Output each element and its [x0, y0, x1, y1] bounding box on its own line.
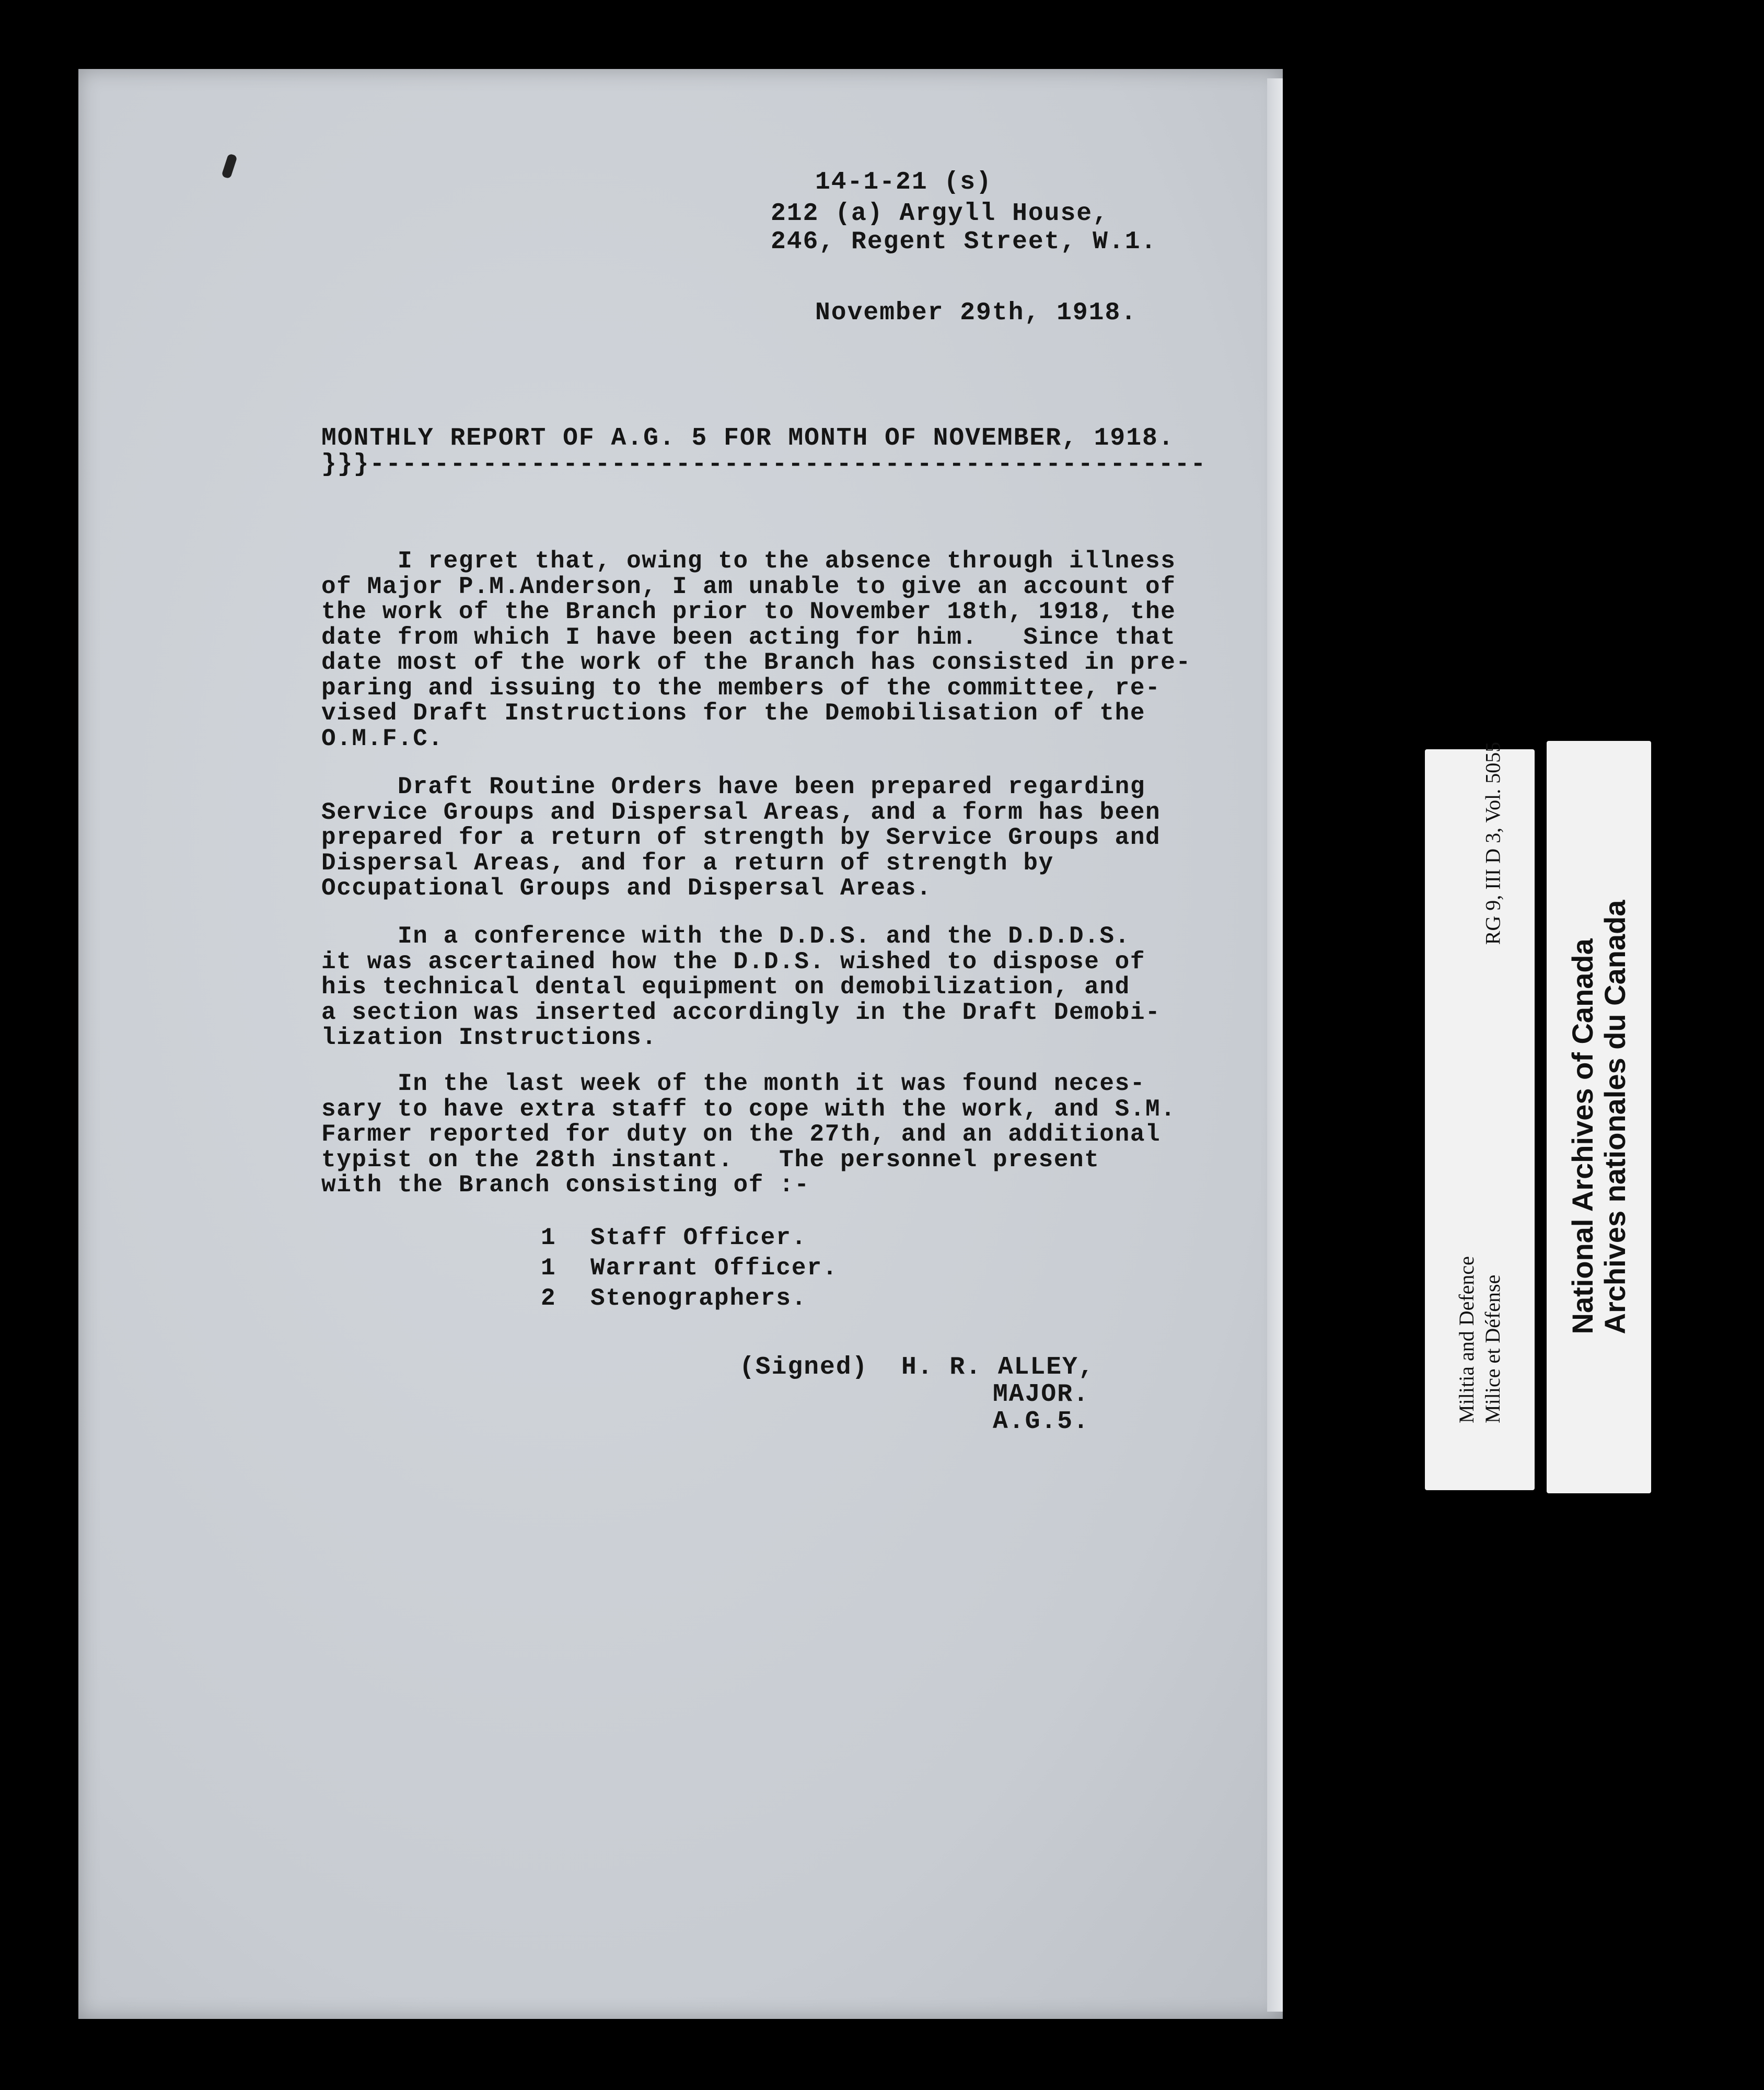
paragraph-2: Draft Routine Orders have been prepared regarding Service Groups and Dispersal Areas, and a form has been prepared for a return of strength by Service Groups and Dispersal Areas, and for a return of strength by Occupational Groups and Dispersal Areas. [321, 773, 1161, 902]
archive-name-label [1547, 741, 1651, 1493]
personnel-item [541, 1283, 838, 1314]
personnel-qty: 2 [541, 1285, 556, 1312]
report-title: MONTHLY REPORT OF A.G. 5 FOR MONTH OF NOVEMBER, 1918. [321, 424, 1175, 452]
paragraph-4: In the last week of the month it was found neces- sary to have extra staff to cope with the work, and S.M. Farmer reported for duty on the 27th, and an additional typist on the 28th instant. The personnel present with the Branch consisting of :- [321, 1070, 1176, 1199]
department-name [1454, 1256, 1506, 1423]
signatory-rank: MAJOR. [993, 1380, 1089, 1409]
paragraph-3: In a conference with the D.D.S. and the D.D.D.S. it was ascertained how the D.D.S. wished to dispose of his technical dental equipment on demobilization, and a section was inserted accordingly in the Draft Demobi- lization Instructions. [321, 923, 1161, 1051]
archive-reference-code: RG 9, III D 3, Vol. 5055 [1481, 741, 1505, 945]
personnel-list [541, 1223, 838, 1314]
signed-label: (Signed) [739, 1353, 868, 1381]
personnel-item [541, 1253, 838, 1283]
personnel-role: Stenographers. [590, 1285, 807, 1312]
archive-reference-label [1425, 741, 1535, 1490]
personnel-role: Warrant Officer. [590, 1255, 838, 1282]
personnel-qty: 1 [541, 1224, 556, 1251]
address-line-2: 246, Regent Street, W.1. [771, 228, 1157, 256]
archive-name-en: National Archives of Canada [1566, 938, 1599, 1334]
personnel-item [541, 1223, 838, 1253]
letter-date: November 29th, 1918. [815, 299, 1138, 327]
file-reference: 14-1-21 (s) [815, 168, 992, 196]
archive-name-fr: Archives nationales du Canada [1598, 900, 1631, 1334]
title-underline: }}}---------------------------------------------------- [321, 450, 1207, 479]
personnel-qty: 1 [541, 1255, 556, 1282]
address-line-1: 212 (a) Argyll House, [771, 200, 1109, 228]
department-fr: Milice et Défense [1481, 1274, 1504, 1423]
archive-name [1566, 900, 1631, 1334]
paragraph-1: I regret that, owing to the absence through illness of Major P.M.Anderson, I am unable to give an account of the work of the Branch prior to November 18th, 1918, the date from which I have been acting for him. Since that date most of the work of the Branch has consisted in pre- paring and issuing to the members of the committee, re- vised Draft Instructions for the Demobilisation of the O.M.F.C. [321, 548, 1191, 752]
signatory-office: A.G.5. [993, 1408, 1089, 1436]
signatory-name: H. R. ALLEY, [901, 1353, 1095, 1381]
department-en: Militia and Defence [1455, 1256, 1478, 1423]
personnel-role: Staff Officer. [590, 1224, 807, 1251]
page-edge [1267, 78, 1283, 2012]
